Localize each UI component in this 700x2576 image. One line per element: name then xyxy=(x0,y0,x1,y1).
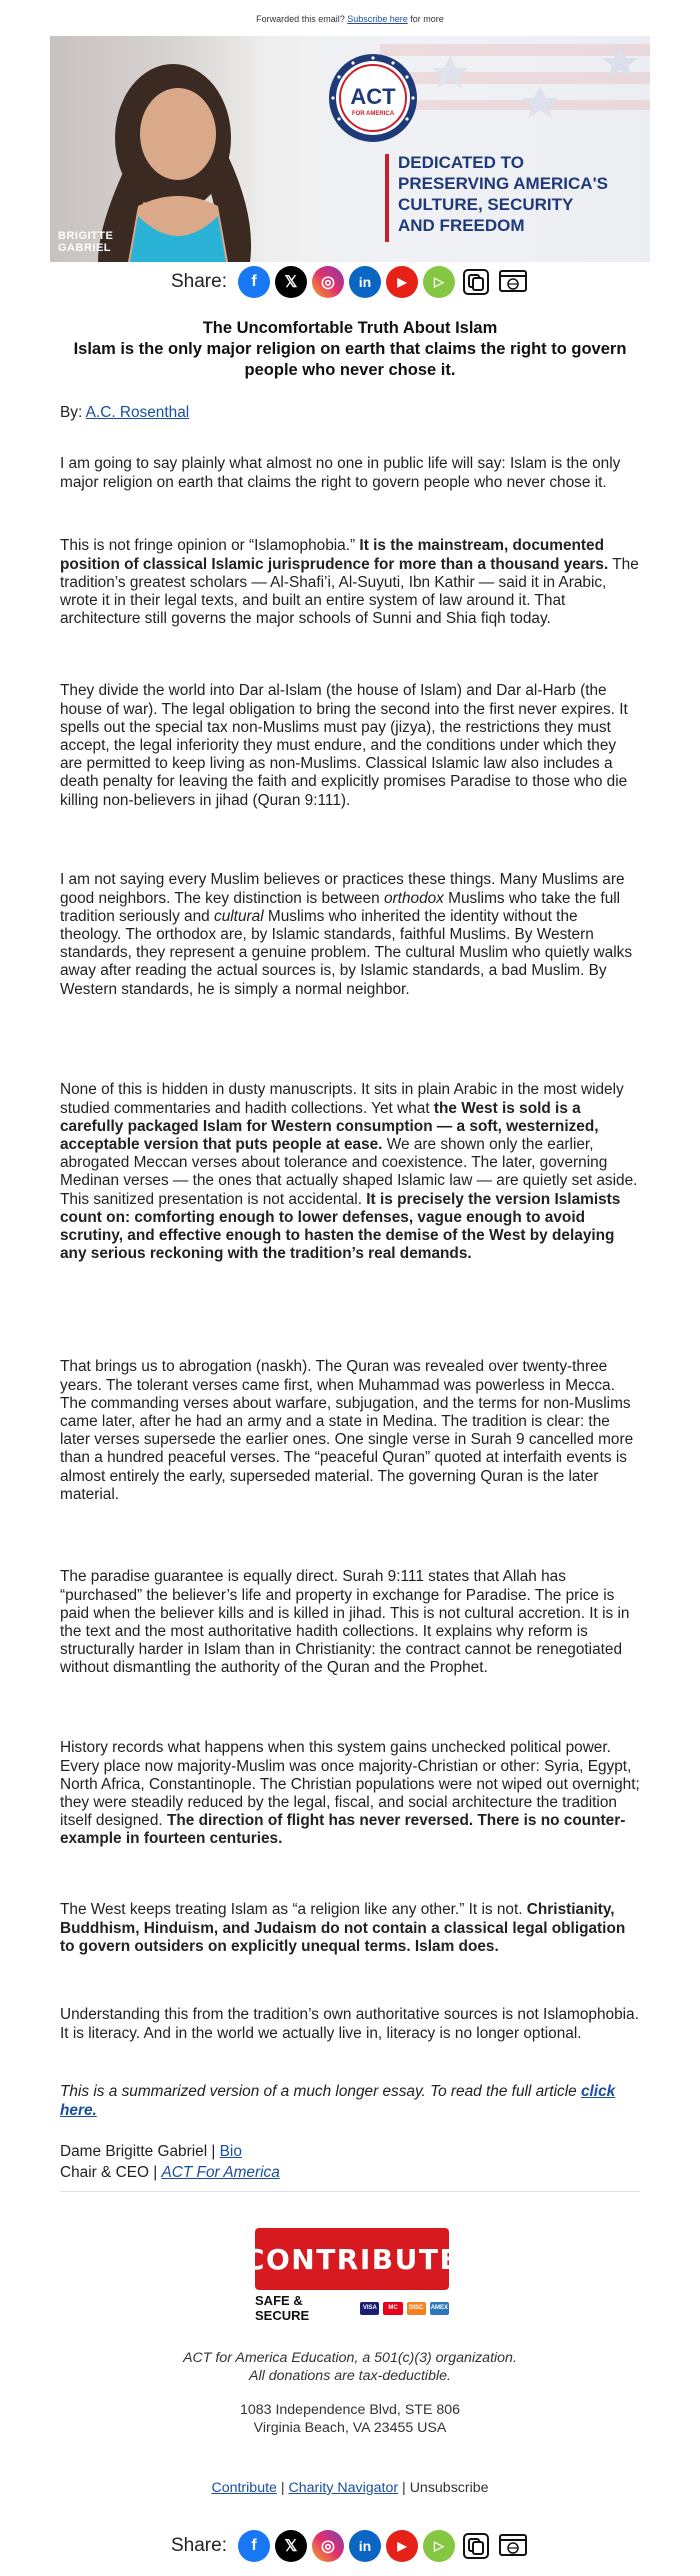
header-banner xyxy=(50,36,650,262)
p5-text-c: We are shown only the earlier, abrogated Meccan verses about tolerance and coexistence. The later, governing Medinan verses — the ones that actually shaped Islamic law — are quietly set aside. This sanitized presentation is not accidental. xyxy=(60,1136,638,1208)
preheader-suffix: for more xyxy=(410,14,444,24)
banner-tagline: DEDICATED TO PRESERVING AMERICA'S CULTURE, SECURITY AND FREEDOM xyxy=(398,153,608,235)
org-line-1: ACT for America Education, a 501(c)(3) organization. xyxy=(183,2350,517,2366)
p9-bold: Christianity, Buddhism, Hinduism, and Judaism do not contain a classical legal obligation to govern outsiders on explicitly unequal terms. Islam does. xyxy=(60,1901,626,1955)
visa-card-icon: VISA xyxy=(360,2302,379,2315)
p8-text-a: History records what happens when this system gains unchecked political power. Every place now majority-Muslim was once majority-Christian or other: Syria, Egypt, North Africa, Constantinople. The Christian populations were not wiped out overnight; they were steadily reduced by the legal, fiscal, and social architecture the tradition itself designed. xyxy=(60,1739,640,1830)
p4-text-e: Muslims who inherited the identity without the theology. The orthodox are, by Islamic standards, faithful Muslims. By Western standards, they represent a genuine problem. The cultural Muslim who quietly walks away after reading the actual sources is, by Islamic standards, a bad Muslim. By Western standards, he is simply a normal neighbor. xyxy=(60,907,633,998)
p8-bold: The direction of flight has never reversed. There is no counter-example in fourteen centuries. xyxy=(60,1812,626,1848)
paragraph-4 xyxy=(60,871,640,998)
linkedin-icon[interactable]: in xyxy=(349,266,381,298)
p5-bold-b: the West is sold is a carefully packaged Islam for Western consumption — a soft, westernized, acceptable version that puts people at ease. xyxy=(60,1099,599,1153)
banner-name-tag: BRIGITTE GABRIEL xyxy=(58,230,114,254)
paragraph-8 xyxy=(60,1739,640,1848)
paragraph-2 xyxy=(60,537,640,628)
svg-text:ACT: ACT xyxy=(350,84,396,109)
footer-divider xyxy=(60,2191,640,2192)
address-line-2: Virginia Beach, VA 23455 USA xyxy=(253,2420,447,2436)
act-for-america-link[interactable]: ACT For America xyxy=(161,2164,280,2182)
preheader xyxy=(0,0,700,36)
copy-link-icon[interactable] xyxy=(460,266,492,298)
linkedin-icon[interactable]: in xyxy=(349,2530,381,2562)
p2-text-a: This is not fringe opinion or “Islamophobia.” xyxy=(60,537,360,555)
youtube-icon[interactable]: ▶ xyxy=(386,2530,418,2562)
share-bar-top xyxy=(0,262,700,302)
contribute-label: CONTRIBUTE xyxy=(255,2228,449,2290)
x-icon[interactable]: 𝕏 xyxy=(275,2530,307,2562)
org-line-2: All donations are tax-deductible. xyxy=(249,2368,451,2384)
share-label: Share: xyxy=(171,2535,227,2556)
facebook-icon[interactable]: f xyxy=(238,266,270,298)
copy-link-icon[interactable] xyxy=(460,2530,492,2562)
x-icon[interactable]: 𝕏 xyxy=(275,266,307,298)
share-label: Share: xyxy=(171,271,227,292)
youtube-icon[interactable]: ▶ xyxy=(386,266,418,298)
footer-separator: | xyxy=(276,2480,289,2496)
paragraph-7: The paradise guarantee is equally direct. Surah 9:111 states that Allah has “purchased” the believer’s life and property in exchange for Paradise. The price is paid when the believer kills and is killed in jihad. This is not cultural accretion. It is in the text and the most authoritative hadith collections. It explains why reform is structurally harder in Islam than in Christianity: the contract cannot be renegotiated without dismantling the authority of the Quran and the Prophet. xyxy=(60,1568,630,1677)
mastercard-icon: MC xyxy=(383,2302,402,2315)
p5-text-a: None of this is hidden in dusty manuscripts. It sits in plain Arabic in the most widely studied commentaries and hadith collections. Yet what xyxy=(60,1081,624,1117)
address-line-1: 1083 Independence Blvd, STE 806 xyxy=(239,2402,461,2418)
p4-orthodox: orthodox xyxy=(383,889,444,907)
paragraph-3: They divide the world into Dar al-Islam (the house of Islam) and Dar al-Harb (the house of war). The legal obligation to bring the second into the first never expires. It spells out the special tax non-Muslims must pay (jizya), the restrictions they must accept, the legal inferiority they must endure, and the conditions under which they are permitted to keep living as non-Muslims. Classical Islamic law also includes a death penalty for leaving the faith and explicitly promises Paradise to those who die killing non-believers in jihad (Quran 9:111). xyxy=(60,682,628,809)
p4-text-a: I am not saying every Muslim believes or practices these things. Many Muslims are good neighbors. The key distinction is between xyxy=(60,871,625,907)
bio-link[interactable]: Bio xyxy=(219,2143,242,2161)
banner-accent-bar xyxy=(385,154,389,242)
paragraph-9 xyxy=(60,1901,640,1956)
p2-text-c: The tradition’s greatest scholars — Al-Shafi’i, Al-Suyuti, Ibn Kathir — said it in Arabic, wrote it in their legal texts, and built an entire system of law around it. That architecture still governs the major schools of Sunni and Shia fiqh today. xyxy=(60,555,639,628)
p9-text-a: The West keeps treating Islam as “a religion like any other.” It is not. xyxy=(60,1901,527,1919)
signature-name: Dame Brigitte Gabriel | xyxy=(60,2143,220,2161)
safe-secure-row xyxy=(255,2293,449,2323)
paragraph-5 xyxy=(60,1081,640,1263)
p2-bold: It is the mainstream, documented position of classical Islamic jurisprudence for more than a thousand years. xyxy=(60,537,609,573)
instagram-icon[interactable]: ◎ xyxy=(312,2530,344,2562)
safe-secure-label: SAFE & SECURE xyxy=(255,2293,310,2323)
p4-cultural: cultural xyxy=(214,907,264,925)
rumble-icon[interactable]: ▷ xyxy=(423,2530,455,2562)
contribute-link[interactable]: Contribute xyxy=(211,2480,277,2496)
paragraph-10: Understanding this from the tradition’s own authoritative sources is not Islamophobia. It is literacy. And in the world we actually live in, literacy is no longer optional. xyxy=(60,2006,639,2042)
signature-line-1 xyxy=(60,2143,640,2161)
author-link[interactable]: A.C. Rosenthal xyxy=(85,404,190,421)
svg-text:FOR AMERICA: FOR AMERICA xyxy=(351,111,395,117)
summary-note xyxy=(60,2083,640,2119)
article-title: The Uncomfortable Truth About Islam xyxy=(202,319,498,337)
web-icon[interactable] xyxy=(497,2530,529,2562)
footer-separator: | xyxy=(398,2480,410,2496)
rumble-icon[interactable]: ▷ xyxy=(423,266,455,298)
paragraph-1: I am going to say plainly what almost no one in public life will say: Islam is the only major religion on earth that claims the right to govern people who never chose it. xyxy=(60,455,621,491)
p4-text-c: Muslims who take the full tradition seriously and xyxy=(60,889,621,925)
share-bar-bottom xyxy=(0,2526,700,2566)
subscribe-link[interactable]: Subscribe here xyxy=(347,14,408,24)
paragraph-6: That brings us to abrogation (naskh). The Quran was revealed over twenty-three years. The tolerant verses came first, when Muhammad was powerless in Mecca. The commanding verses about warfare, subjugation, and the terms for non-Muslims came later, after he had an army and a state in Medina. The tradition is clear: the later verses supersede the earlier ones. One single verse in Surah 9 cancelled more than a hundred peaceful verses. The “peaceful Quran” quoted at interfaith events is almost entirely the early, superseded material. The governing Quran is the later material. xyxy=(60,1358,634,1503)
discover-card-icon: DISC xyxy=(407,2302,426,2315)
instagram-icon[interactable]: ◎ xyxy=(312,266,344,298)
web-icon[interactable] xyxy=(497,266,529,298)
byline-prefix: By: xyxy=(60,404,86,421)
act-for-america-logo xyxy=(327,52,419,144)
signature-title: Chair & CEO | xyxy=(60,2164,162,2182)
byline xyxy=(60,404,640,422)
note-text: This is a summarized version of a much longer essay. To read the full article xyxy=(60,2083,581,2101)
p5-bold-d: It is precisely the version Islamists count on: comforting enough to lower defenses, vague enough to avoid scrutiny, and effective enough to hasten the demise of the West by delaying any serious reckoning with the tradition’s real demands. xyxy=(60,1190,621,1263)
unsubscribe-link[interactable]: Unsubscribe xyxy=(409,2480,489,2496)
contribute-button[interactable] xyxy=(243,2228,461,2323)
signature-line-2 xyxy=(60,2164,640,2182)
facebook-icon[interactable]: f xyxy=(238,2530,270,2562)
footer-links xyxy=(60,2480,640,2498)
preheader-prefix: Forwarded this email? xyxy=(256,14,345,24)
amex-card-icon: AMEX xyxy=(430,2302,449,2315)
charity-navigator-link[interactable]: Charity Navigator xyxy=(288,2480,399,2496)
read-full-article-link[interactable]: click here. xyxy=(60,2083,616,2119)
article-subtitle: Islam is the only major religion on earth that claims the right to govern people who never chose it. xyxy=(73,340,627,379)
